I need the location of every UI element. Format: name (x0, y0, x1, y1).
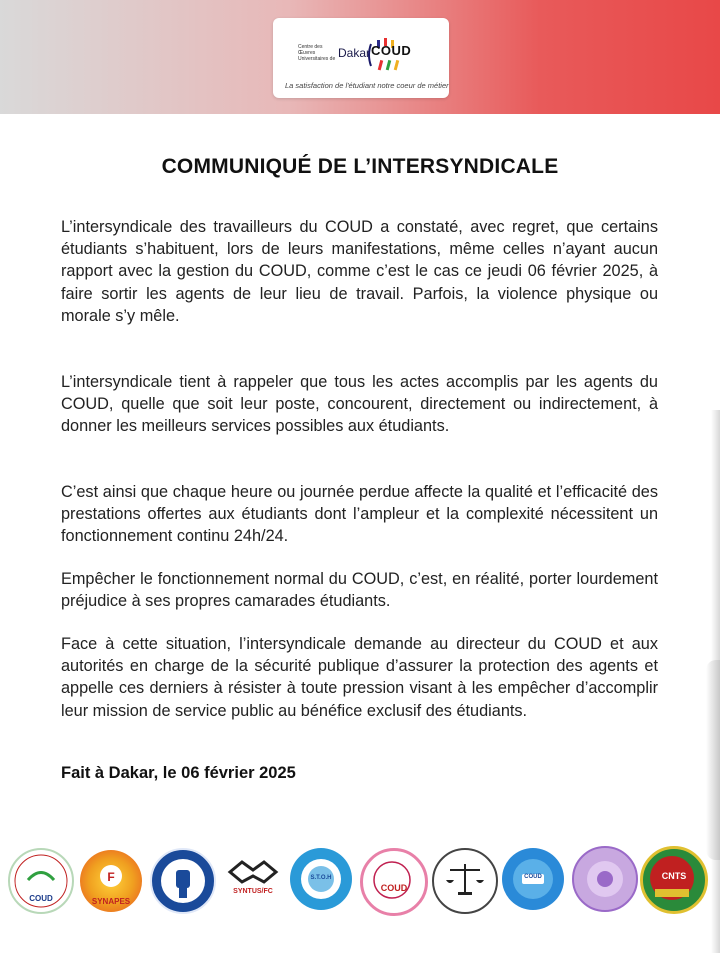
logo-tagline: La satisfaction de l'étudiant notre coeur de métier (285, 81, 449, 90)
sdts-coud-logo (360, 848, 428, 916)
stoh-logo (290, 848, 352, 910)
paragraph: L’intersyndicale des travailleurs du COUD a constaté, avec regret, que certains étudiants s’habituent, lors de leurs manifestations, même celles n’ayant aucun rapport avec la gestion du COUD, comme c’est le cas ce jeudi 06 février 2025, à faire sortir les agents de leur lieu de travail. Parfois, la violence physique ou morale s’y mêle. (61, 218, 658, 325)
document-title: COMMUNIQUÉ DE L’INTERSYNDICALE (161, 155, 559, 178)
page-edge-shadow (706, 660, 720, 860)
paragraph: L’intersyndicale tient à rappeler que tous les actes accomplis par les agents du COUD, quelle que soit leur poste, concourent, directement ou indirectement, à donner les meilleurs services possibles aux étudiants. (61, 373, 658, 436)
handshake-logo (222, 852, 284, 914)
purple-seal-logo (572, 846, 638, 912)
scales-of-justice-icon (434, 850, 496, 912)
logo-text: COUD (524, 874, 542, 880)
purple-seal-emblem-icon (574, 848, 636, 910)
logo-text: SYNTUS/FC (233, 888, 273, 895)
raised-fist-icon (152, 850, 214, 912)
logo-brand-text: COUD (371, 43, 412, 58)
cnts-logo (640, 846, 708, 914)
logo-text: COUD (29, 894, 53, 903)
logo-city-text: Dakar (338, 46, 371, 60)
synapes-logo (80, 850, 142, 912)
logo-text: SYNAPES (91, 897, 131, 906)
paragraph: Face à cette situation, l’intersyndicale demande au directeur du COUD et aux autorités en charge de la sécurité publique d’assurer la protection des agents et appelle ces derniers à résister à toute pression visant à les empêcher d’accomplir leur mission de service public au bénéfice exclusif des étudiants. (61, 635, 658, 720)
sdts-emblem-icon (363, 851, 425, 913)
logo-institution-text: Centre des Œuvres Universitaires de (298, 44, 336, 62)
fist-emblem-logo (150, 848, 216, 914)
logo-text: S.T.O.H (310, 875, 332, 881)
handshake-icon (222, 852, 284, 892)
sytec-coud-logo (8, 848, 74, 914)
signature-line: Fait à Dakar, le 06 février 2025 (61, 764, 296, 782)
coud-logo (273, 18, 449, 98)
paragraph: Empêcher le fonctionnement normal du COUD, c’est, en réalité, porter lourdement préjudice à ses propres camarades étudiants. (61, 570, 658, 611)
syt-coud-logo (502, 848, 564, 910)
logo-text: CNTS (661, 871, 687, 881)
paragraph: C’est ainsi que chaque heure ou journée perdue affecte la qualité et l’efficacité des prestations offertes aux étudiants dont l’ampleur et la complexité nécessitent un fonctionnement continu 24h/24. (61, 483, 658, 546)
svg-text:F: F (107, 870, 115, 884)
union-logos-row (0, 838, 720, 918)
scales-justice-logo (432, 848, 498, 914)
logo-text: COUD (380, 883, 408, 893)
